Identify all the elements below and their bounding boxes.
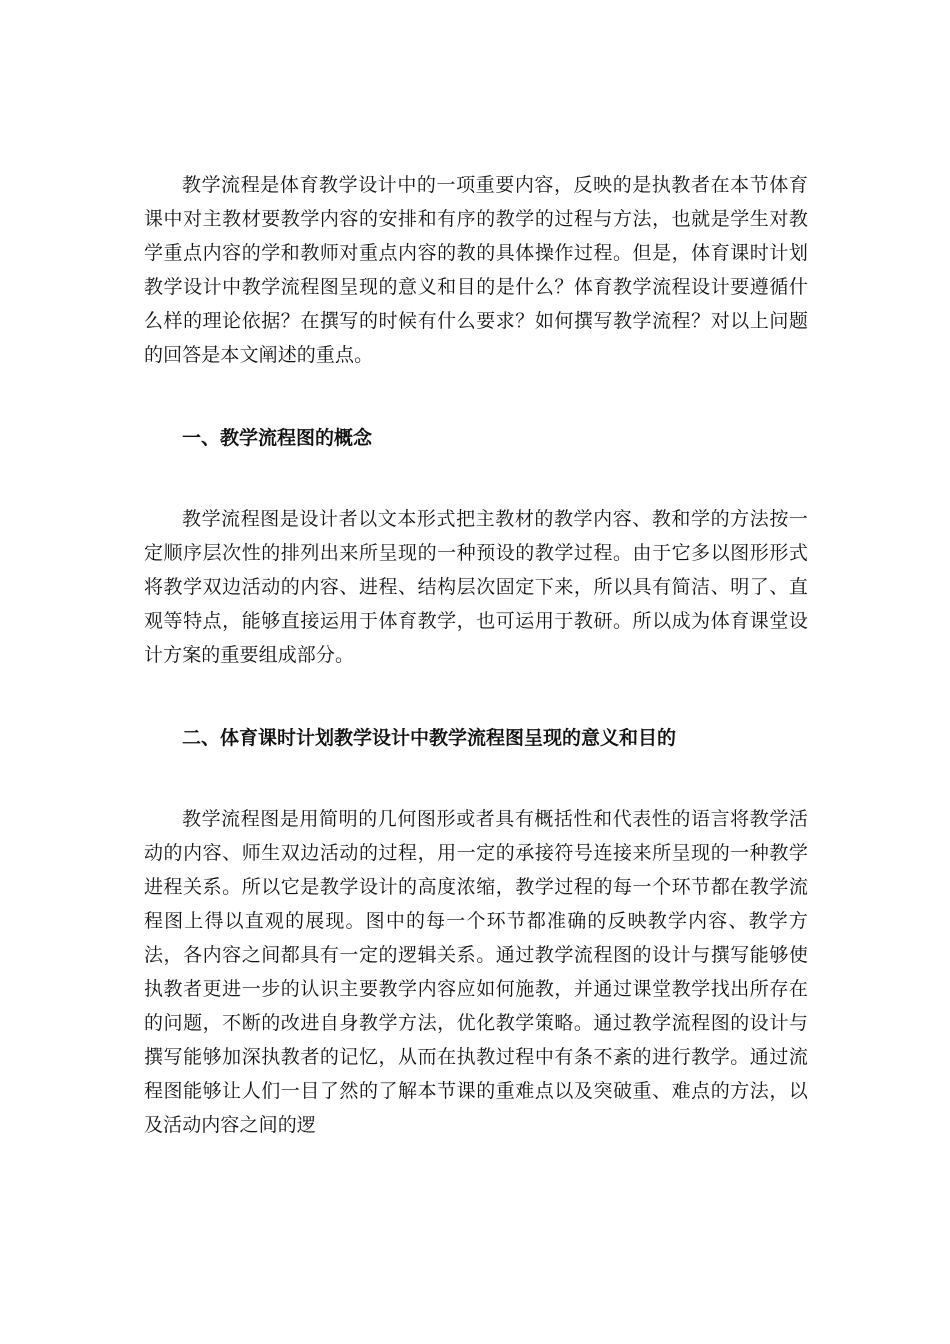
section-paragraph-2: 教学流程图是用简明的几何图形或者具有概括性和代表性的语言将教学活动的内容、师生双边活动的过程，用一定的承接符号连接来所呈现的一种教学进程关系。所以它是教学设计的高度浓缩，教学过程的每一个环节都在教学流程图上得以直观的展现。图中的每一个环节都准确的反映教学内容、教学方法，各内容之间都具有一定的逻辑关系。通过教学流程图的设计与撰写能够使执教者更进一步的认识主要教学内容应如何施教，并通过课堂教学找出所存在的问题，不断的改进自身教学方法，优化教学策略。通过教学流程图的设计与撰写能够加深执教者的记忆，从而在执教过程中有条不紊的进行教学。通过流程图能够让人们一目了然的了解本节课的重难点以及突破重、难点的方法，以及活动内容之间的逻 <box>144 808 808 1136</box>
section-heading-2: 二、体育课时计划教学设计中教学流程图呈现的意义和目的 <box>182 727 677 749</box>
document-body <box>144 168 808 1142</box>
section-heading-1: 一、教学流程图的概念 <box>182 427 373 449</box>
intro-paragraph: 教学流程是体育教学设计中的一项重要内容，反映的是执教者在本节体育课中对主教材要教学内容的安排和有序的教学的过程与方法，也就是学生对教学重点内容的学和教师对重点内容的教的具体操作过程。但是，体育课时计划教学设计中教学流程图呈现的意义和目的是什么？体育教学流程设计要遵循什么样的理论依据？在撰写的时候有什么要求？如何撰写教学流程？对以上问题的回答是本文阐述的重点。 <box>144 174 808 366</box>
section-paragraph-1: 教学流程图是设计者以文本形式把主教材的教学内容、教和学的方法按一定顺序层次性的排列出来所呈现的一种预设的教学过程。由于它多以图形形式将教学双边活动的内容、进程、结构层次固定下来，所以具有简洁、明了、直观等特点，能够直接运用于体育教学，也可运用于教研。所以成为体育课堂设计方案的重要组成部分。 <box>144 508 808 666</box>
